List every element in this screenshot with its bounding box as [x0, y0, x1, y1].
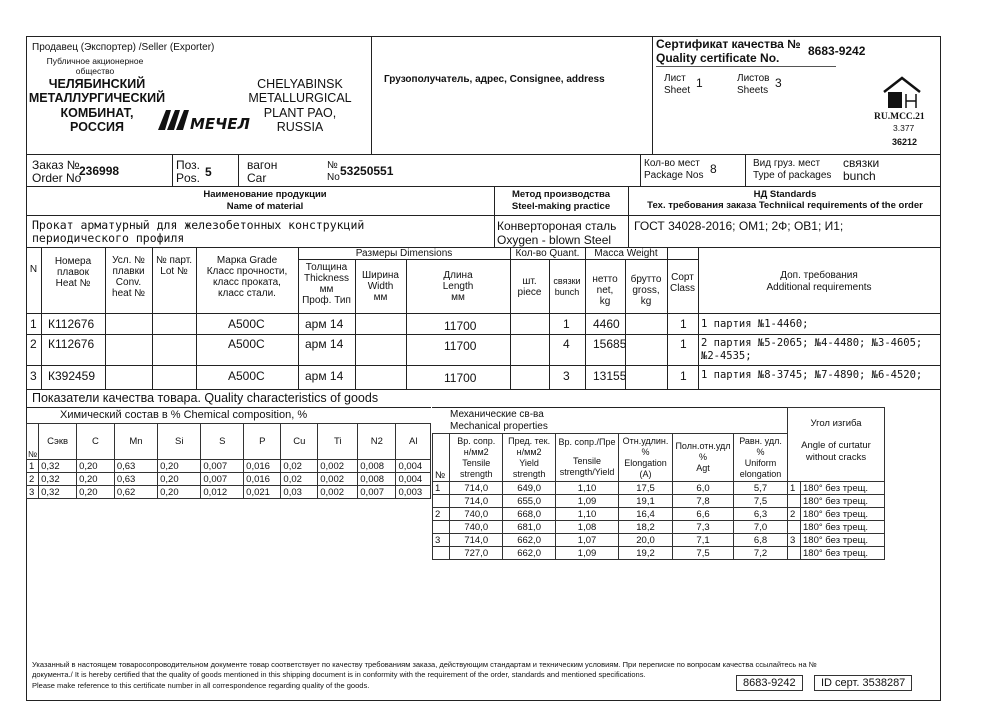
type-value-en: bunch	[843, 169, 876, 183]
goods-row-2-bunch: 4	[563, 337, 570, 351]
type-label-ru: Вид груз. мест	[753, 158, 821, 169]
bend-row-3: 2 180° без трещ.	[788, 508, 885, 521]
goods-row-2-thickness: арм 14	[305, 337, 344, 351]
car-number: 53250551	[340, 164, 394, 178]
goods-row-3-heat: К392459	[48, 369, 96, 383]
order-number: 236998	[79, 164, 120, 178]
mech-header-yield: Пред. тек. н/мм2 Yield strength	[503, 434, 556, 482]
packages-label-en: Package Nos	[644, 170, 704, 181]
goods-row-3-additional: 1 партия №8-3745; №7-4890; №6-4520;	[701, 369, 923, 381]
material-name-line1: Прокат арматурный для железобетонных конструкций	[32, 218, 365, 232]
pos-label-en: Pos.	[176, 171, 201, 185]
chem-row-3: 3 0,32 0,20 0,62 0,20 0,012 0,021 0,03 0,002 0,007 0,003	[27, 486, 431, 499]
car-no-label-2: No	[327, 172, 340, 183]
goods-row-2-grade: А500С	[228, 337, 265, 351]
footer-line-3: Please make reference to this certificate number in all correspondence regarding quality of the goods.	[32, 681, 370, 690]
goods-row-1-bunch: 1	[563, 317, 570, 331]
sheets-label-ru: Листов	[737, 73, 770, 84]
method-label-en: Steel-making practice	[511, 201, 611, 212]
mech-label-en: Mechanical properties	[450, 421, 548, 432]
chem-header-s: S	[201, 424, 244, 460]
mech-table	[432, 433, 788, 560]
chem-header-p: P	[244, 424, 281, 460]
mechel-logo-icon	[156, 106, 256, 134]
material-name-label-ru: Наименование продукции	[203, 189, 327, 200]
sheet-label-en: Sheet	[664, 85, 691, 96]
goods-row-1-net: 4460	[593, 317, 620, 331]
mech-header-ratio: Вр. сопр./Пре Tensile strength/Yield	[556, 434, 619, 482]
material-name-line2: периодического профиля	[32, 231, 185, 245]
goods-header-lot: № парт. Lot №	[155, 255, 193, 277]
mech-header-n: №	[433, 434, 450, 482]
cert-number: 8683-9242	[808, 44, 866, 58]
packages-label-ru: Кол-во мест	[644, 158, 700, 169]
method-value-en: Oxygen - blown Steel	[497, 233, 612, 247]
mark-code-1: RU.MCC.21	[874, 112, 925, 122]
goods-row-3-n: 3	[30, 369, 37, 383]
goods-row-2-n: 2	[30, 337, 37, 351]
goods-header-conv: Усл. № плавки Conv. heat №	[112, 255, 145, 299]
method-value-ru: Конвертороная сталь	[497, 219, 617, 233]
bend-table	[787, 407, 885, 560]
goods-row-1-additional: 1 партия №1-4460;	[701, 318, 809, 330]
goods-row-1-class: 1	[680, 317, 687, 331]
mech-header-uniform: Равн. удл. % Uniform elongation	[734, 434, 788, 482]
goods-row-3-net: 13155	[593, 369, 627, 383]
standards-label-1: НД Standards	[753, 189, 817, 200]
order-label-en: Order No	[32, 171, 82, 185]
goods-header-additional: Доп. требования Additional requirements	[766, 270, 872, 293]
goods-header-weight: Масса Weight	[594, 248, 658, 259]
chem-header-n: №	[27, 424, 39, 460]
footer-line-1: Указанный в настоящем товаросопроводительном документе товар соответствует по качеству требованиям заказа, действующим стандартам и техническим условиям. При переписке по вопросам качества ссылайтесь на №	[32, 660, 817, 669]
quality-label: Показатели качества товара. Quality characteristics of goods	[32, 391, 379, 405]
goods-row-3-class: 1	[680, 369, 687, 383]
car-label-en: Car	[247, 171, 267, 185]
goods-header-length: Длина Length мм	[442, 270, 474, 303]
goods-row-1-grade: А500С	[228, 317, 265, 331]
method-label-ru: Метод производства	[511, 189, 611, 200]
bend-row-6: 180° без трещ.	[788, 547, 885, 560]
goods-header-grade: Марка Grade Класс прочности, класс проката, класс стали.	[206, 255, 288, 299]
chem-table	[26, 423, 431, 499]
chem-row-1: 1 0,32 0,20 0,63 0,20 0,007 0,016 0,02 0,002 0,008 0,004	[27, 460, 431, 473]
mech-header-agt: Полн.отн.удл % Agt	[672, 434, 733, 482]
cert-label-ru: Сертификат качества №	[656, 37, 801, 51]
chem-header-mn: Mn	[114, 424, 157, 460]
goods-row-3-grade: А500С	[228, 369, 265, 383]
goods-header-thickness: Толщина Thickness мм Проф. Тип	[302, 262, 351, 306]
goods-header-heat: Номера плавок Heat №	[54, 256, 92, 289]
car-label-ru: вагон	[247, 158, 278, 172]
bend-row-1: 1 180° без трещ.	[788, 482, 885, 495]
bend-header: Угол изгиба Angle of curtatur without cracks	[788, 408, 885, 482]
goods-header-gross: брутто gross, kg	[630, 274, 662, 307]
mechel-logo-text: МЕЧЕЛ	[190, 115, 250, 133]
goods-row-1-n: 1	[30, 317, 37, 331]
bend-row-4: 180° без трещ.	[788, 521, 885, 534]
footer-cert-number: 8683-9242	[736, 675, 803, 691]
goods-row-2-additional-1: 2 партия №5-2065; №4-4480; №3-4605;	[701, 337, 923, 349]
seller-company-type-2: общество	[75, 66, 115, 76]
car-no-label-1: №	[327, 160, 338, 171]
mech-row-5: 3 714,0 662,0 1,07 20,0 7,1 6,8	[433, 534, 788, 547]
seller-company-type-1: Публичное акционерное	[46, 56, 144, 66]
chem-header-n2: N2	[358, 424, 396, 460]
seller-name-ru: ЧЕЛЯБИНСКИЙ МЕТАЛЛУРГИЧЕСКИЙ КОМБИНАТ, РОССИЯ	[28, 77, 166, 135]
goods-header-class: Сорт Class	[669, 272, 695, 294]
footer-line-2: документа./ It is hereby certified that the quality of goods mentioned in this shipping document is in conformity with the requirement of the order, standards and mentioned specifications.	[32, 670, 646, 679]
standards-value: ГОСТ 34028-2016; ОМ1; 2Ф; ОВ1; И1;	[634, 219, 844, 233]
bend-row-2: 180° без трещ.	[788, 495, 885, 508]
goods-row-3-bunch: 3	[563, 369, 570, 383]
goods-header-quantity: Кол-во Quant.	[515, 248, 580, 259]
goods-row-2-additional-2: №2-4535;	[701, 350, 752, 362]
sheet-value: 1	[696, 76, 703, 90]
seller-label: Продавец (Экспортер) /Seller (Exporter)	[32, 42, 215, 53]
order-label-ru: Заказ №	[32, 158, 80, 172]
pos-label-ru: Поз.	[176, 158, 200, 172]
mech-row-1: 1 714,0 649,0 1,10 17,5 6,0 5,7	[433, 482, 788, 495]
goods-header-bunch: связки bunch	[553, 276, 581, 297]
pos-value: 5	[205, 165, 212, 179]
goods-header-net: нетто net, kg	[592, 274, 618, 307]
mech-row-4: 740,0 681,0 1,08 18,2 7,3 7,0	[433, 521, 788, 534]
goods-row-1-heat: К112676	[48, 317, 95, 331]
mech-header-tensile: Вр. сопр. н/мм2 Tensile strength	[450, 434, 503, 482]
goods-row-2-net: 15685	[593, 337, 627, 351]
bend-row-5: 3 180° без трещ.	[788, 534, 885, 547]
footer-id-cert: ID серт. 3538287	[814, 675, 912, 691]
type-value-ru: связки	[843, 156, 880, 170]
goods-header-width: Ширина Width мм	[362, 270, 399, 303]
mech-header-elongation: Отн.удлин. % Elongation (A)	[619, 434, 673, 482]
standards-label-2: Тех. требования заказа Techniical requirements of the order	[647, 200, 923, 211]
chem-header-cu: Cu	[281, 424, 318, 460]
goods-row-3-thickness: арм 14	[305, 369, 344, 383]
mark-code-3: 36212	[892, 137, 918, 147]
house-mark-icon	[882, 76, 922, 113]
mechel-logo	[156, 106, 256, 137]
chem-row-2: 2 0,32 0,20 0,63 0,20 0,007 0,016 0,02 0,002 0,008 0,004	[27, 473, 431, 486]
goods-row-2-class: 1	[680, 337, 687, 351]
mech-label-ru: Механические св-ва	[450, 409, 544, 420]
goods-header-n: N	[29, 264, 38, 275]
mech-row-2: 714,0 655,0 1,09 19,1 7,8 7,5	[433, 495, 788, 508]
goods-row-1-length: 11700	[444, 319, 477, 333]
goods-row-2-length: 11700	[444, 339, 477, 353]
chem-header-ti: Ti	[318, 424, 358, 460]
sheet-label-ru: Лист	[664, 73, 686, 84]
consignee-label: Грузополучатель, адрес, Consignee, address	[384, 74, 605, 85]
goods-row-3-length: 11700	[444, 371, 477, 385]
seller-name-en: CHELYABINSK METALLURGICAL PLANT PAO, RUSSIA	[248, 77, 352, 135]
chem-header-ceq: Сэкв	[39, 424, 77, 460]
mark-code-2: 3.377	[893, 123, 915, 133]
sheets-value: 3	[775, 76, 782, 90]
chem-header-si: Si	[158, 424, 201, 460]
type-label-en: Type of packages	[753, 170, 832, 181]
sheets-label-en: Sheets	[737, 85, 769, 96]
mech-row-3: 2 740,0 668,0 1,10 16,4 6,6 6,3	[433, 508, 788, 521]
goods-header-dimensions: Размеры Dimensions	[355, 248, 453, 259]
chem-label: Химический состав в % Chemical composition, %	[60, 409, 308, 421]
mech-row-6: 727,0 662,0 1,09 19,2 7,5 7,2	[433, 547, 788, 560]
goods-row-1-thickness: арм 14	[305, 317, 344, 331]
goods-header-pieces: шт. piece	[517, 276, 542, 298]
goods-row-2-heat: К112676	[48, 337, 95, 351]
chem-header-c: C	[77, 424, 115, 460]
chem-header-al: Al	[396, 424, 431, 460]
material-name-label-en: Name of material	[226, 201, 304, 212]
cert-label-en: Quality certificate No.	[656, 51, 780, 65]
packages-value: 8	[710, 162, 717, 176]
